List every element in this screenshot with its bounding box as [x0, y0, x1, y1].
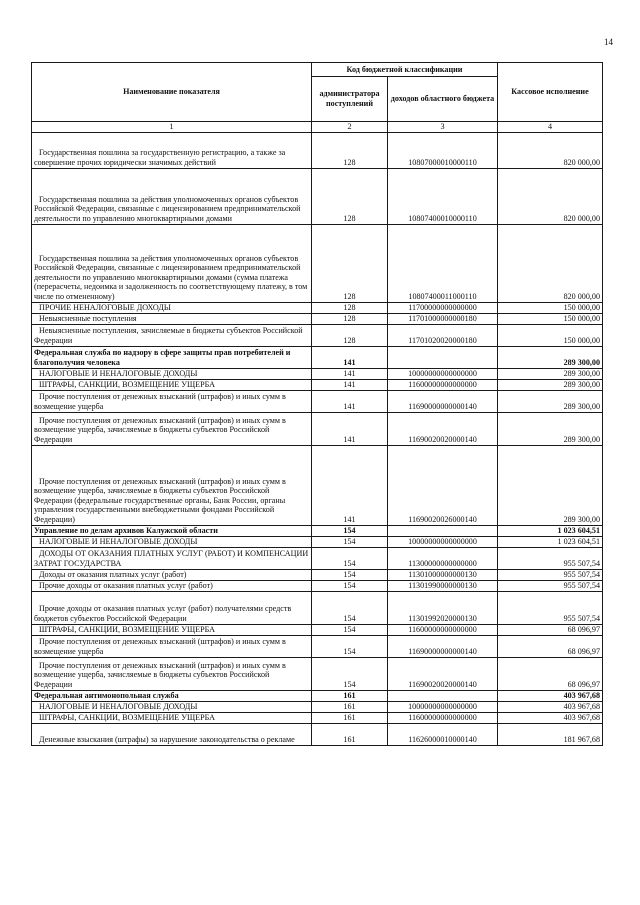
amount-cell: 820 000,00 [498, 168, 603, 224]
admin-code-cell: 154 [312, 536, 388, 547]
table-row [32, 379, 603, 390]
admin-code-cell: 141 [312, 368, 388, 379]
indicator-name-cell: Невыясненные поступления, зачисляемые в бюджеты субъектов Российской Федерации [32, 324, 312, 346]
table-row [32, 390, 603, 412]
admin-code-cell: 154 [312, 657, 388, 690]
admin-code-cell: 161 [312, 690, 388, 701]
indicator-name-cell: Прочие доходы от оказания платных услуг (работ) [32, 580, 312, 591]
indicator-name-cell: Прочие поступления от денежных взысканий (штрафов) и иных сумм в возмещение ущерба [32, 635, 312, 657]
admin-code-cell: 161 [312, 723, 388, 745]
header-admin-code: администратора поступлений [312, 77, 388, 122]
admin-code-cell: 141 [312, 346, 388, 368]
income-code-cell: 11300000000000000 [388, 547, 498, 569]
admin-code-cell: 128 [312, 168, 388, 224]
amount-cell: 150 000,00 [498, 313, 603, 324]
amount-cell: 403 967,68 [498, 690, 603, 701]
indicator-name-cell: Невыясненные поступления [32, 313, 312, 324]
income-code-cell: 10000000000000000 [388, 701, 498, 712]
indicator-name-cell: Государственная пошлина за действия уполномоченных органов субъектов Российской Федерации, связанные с лицензированием предпринимательской деятельности по управлению многоквартирными домами [32, 168, 312, 224]
table-row [32, 412, 603, 445]
admin-code-cell: 128 [312, 324, 388, 346]
col-number: 2 [312, 122, 388, 133]
income-code-cell: 11701000000000180 [388, 313, 498, 324]
income-code-cell: 11626000010000140 [388, 723, 498, 745]
admin-code-cell: 128 [312, 302, 388, 313]
admin-code-cell: 161 [312, 701, 388, 712]
income-code-cell: 10807400010000110 [388, 168, 498, 224]
admin-code-cell: 154 [312, 635, 388, 657]
amount-cell: 955 507,54 [498, 591, 603, 624]
amount-cell: 68 096,97 [498, 624, 603, 635]
admin-code-cell: 141 [312, 390, 388, 412]
indicator-name-cell: Государственная пошлина за действия уполномоченных органов субъектов Российской Федерации, связанные с лицензированием предпринимательской деятельности по управлению многоквартирными домами (сумма платежа (перерасчеты, недоимка и задолженность по соответствующему платежу, в том числе по отмененному) [32, 224, 312, 302]
page-number: 14 [604, 37, 613, 47]
admin-code-cell: 154 [312, 591, 388, 624]
income-code-cell: 11690020020000140 [388, 657, 498, 690]
table-row [32, 657, 603, 690]
admin-code-cell: 141 [312, 412, 388, 445]
indicator-name-cell: ШТРАФЫ, САНКЦИИ, ВОЗМЕЩЕНИЕ УЩЕРБА [32, 712, 312, 723]
admin-code-cell: 141 [312, 445, 388, 525]
income-code-cell: 10807400011000110 [388, 224, 498, 302]
indicator-name-cell: Федеральная служба по надзору в сфере защиты прав потребителей и благополучия человека [32, 346, 312, 368]
indicator-name-cell: Прочие поступления от денежных взысканий (штрафов) и иных сумм в возмещение ущерба, зачисляемые в бюджеты субъектов Российской Федерации [32, 657, 312, 690]
table-row [32, 580, 603, 591]
income-code-cell: 11600000000000000 [388, 624, 498, 635]
indicator-name-cell: Государственная пошлина за государственную регистрацию, а также за совершение прочих юридически значимых действий [32, 132, 312, 168]
table-row [32, 536, 603, 547]
income-code-cell: 11301990000000130 [388, 580, 498, 591]
admin-code-cell: 154 [312, 624, 388, 635]
amount-cell: 68 096,97 [498, 635, 603, 657]
header-cash-execution: Кассовое исполнение [498, 63, 603, 122]
table-row [32, 690, 603, 701]
amount-cell: 289 300,00 [498, 390, 603, 412]
income-code-cell [388, 346, 498, 368]
income-code-cell: 11600000000000000 [388, 712, 498, 723]
indicator-name-cell: НАЛОГОВЫЕ И НЕНАЛОГОВЫЕ ДОХОДЫ [32, 536, 312, 547]
table-row [32, 168, 603, 224]
income-code-cell: 11690020026000140 [388, 445, 498, 525]
table-row [32, 313, 603, 324]
col-number: 1 [32, 122, 312, 133]
amount-cell: 1 023 604,51 [498, 525, 603, 536]
amount-cell: 181 967,68 [498, 723, 603, 745]
indicator-name-cell: ШТРАФЫ, САНКЦИИ, ВОЗМЕЩЕНИЕ УЩЕРБА [32, 624, 312, 635]
income-code-cell [388, 690, 498, 701]
col-number: 4 [498, 122, 603, 133]
indicator-name-cell: НАЛОГОВЫЕ И НЕНАЛОГОВЫЕ ДОХОДЫ [32, 701, 312, 712]
amount-cell: 289 300,00 [498, 379, 603, 390]
amount-cell: 150 000,00 [498, 324, 603, 346]
amount-cell: 820 000,00 [498, 132, 603, 168]
table-row [32, 569, 603, 580]
income-code-cell: 11690000000000140 [388, 635, 498, 657]
table-row [32, 302, 603, 313]
amount-cell: 289 300,00 [498, 412, 603, 445]
income-code-cell [388, 525, 498, 536]
amount-cell: 289 300,00 [498, 346, 603, 368]
indicator-name-cell: Прочие доходы от оказания платных услуг (работ) получателями средств бюджетов субъектов Российской Федерации [32, 591, 312, 624]
indicator-name-cell: Доходы от оказания платных услуг (работ) [32, 569, 312, 580]
table-row [32, 224, 603, 302]
income-code-cell: 11701020020000180 [388, 324, 498, 346]
income-code-cell: 11700000000000000 [388, 302, 498, 313]
indicator-name-cell: ПРОЧИЕ НЕНАЛОГОВЫЕ ДОХОДЫ [32, 302, 312, 313]
indicator-name-cell: ДОХОДЫ ОТ ОКАЗАНИЯ ПЛАТНЫХ УСЛУГ (РАБОТ) И КОМПЕНСАЦИИ ЗАТРАТ ГОСУДАРСТВА [32, 547, 312, 569]
amount-cell: 289 300,00 [498, 368, 603, 379]
col-number: 3 [388, 122, 498, 133]
header-income-code: доходов областного бюджета [388, 77, 498, 122]
amount-cell: 955 507,54 [498, 547, 603, 569]
income-code-cell: 11600000000000000 [388, 379, 498, 390]
table-row [32, 591, 603, 624]
admin-code-cell: 128 [312, 224, 388, 302]
indicator-name-cell: Федеральная антимонопольная служба [32, 690, 312, 701]
indicator-name-cell: Денежные взыскания (штрафы) за нарушение законодательства о рекламе [32, 723, 312, 745]
table-row [32, 324, 603, 346]
table-row [32, 525, 603, 536]
amount-cell: 403 967,68 [498, 712, 603, 723]
income-code-cell: 10000000000000000 [388, 368, 498, 379]
income-code-cell: 11690020020000140 [388, 412, 498, 445]
indicator-name-cell: Прочие поступления от денежных взысканий (штрафов) и иных сумм в возмещение ущерба, зачисляемые в бюджеты субъектов Российской Федерации (федеральные государственные органы, Банк России, органы управления государственными внебюджетными фондами Российской Федерации) [32, 445, 312, 525]
table-row [32, 368, 603, 379]
header-code-group: Код бюджетной классификации [312, 63, 498, 77]
income-code-cell: 10807000010000110 [388, 132, 498, 168]
admin-code-cell: 154 [312, 525, 388, 536]
table-row [32, 635, 603, 657]
income-code-cell: 11301000000000130 [388, 569, 498, 580]
amount-cell: 403 967,68 [498, 701, 603, 712]
admin-code-cell: 128 [312, 313, 388, 324]
table-row [32, 346, 603, 368]
table-row [32, 547, 603, 569]
table-row [32, 712, 603, 723]
indicator-name-cell: ШТРАФЫ, САНКЦИИ, ВОЗМЕЩЕНИЕ УЩЕРБА [32, 379, 312, 390]
admin-code-cell: 141 [312, 379, 388, 390]
indicator-name-cell: НАЛОГОВЫЕ И НЕНАЛОГОВЫЕ ДОХОДЫ [32, 368, 312, 379]
indicator-name-cell: Прочие поступления от денежных взысканий (штрафов) и иных сумм в возмещение ущерба, зачисляемые в бюджеты субъектов Российской Федерации [32, 412, 312, 445]
admin-code-cell: 154 [312, 580, 388, 591]
amount-cell: 820 000,00 [498, 224, 603, 302]
amount-cell: 289 300,00 [498, 445, 603, 525]
admin-code-cell: 154 [312, 569, 388, 580]
header-indicator-name: Наименование показателя [32, 63, 312, 122]
budget-execution-table [31, 62, 603, 746]
income-code-cell: 10000000000000000 [388, 536, 498, 547]
amount-cell: 955 507,54 [498, 580, 603, 591]
table-row [32, 701, 603, 712]
indicator-name-cell: Прочие поступления от денежных взысканий (штрафов) и иных сумм в возмещение ущерба [32, 390, 312, 412]
income-code-cell: 11690000000000140 [388, 390, 498, 412]
amount-cell: 955 507,54 [498, 569, 603, 580]
amount-cell: 68 096,97 [498, 657, 603, 690]
indicator-name-cell: Управление по делам архивов Калужской области [32, 525, 312, 536]
admin-code-cell: 128 [312, 132, 388, 168]
amount-cell: 150 000,00 [498, 302, 603, 313]
table-row [32, 624, 603, 635]
admin-code-cell: 154 [312, 547, 388, 569]
income-code-cell: 11301992020000130 [388, 591, 498, 624]
table-row [32, 445, 603, 525]
admin-code-cell: 161 [312, 712, 388, 723]
table-row [32, 723, 603, 745]
table-row [32, 132, 603, 168]
amount-cell: 1 023 604,51 [498, 536, 603, 547]
